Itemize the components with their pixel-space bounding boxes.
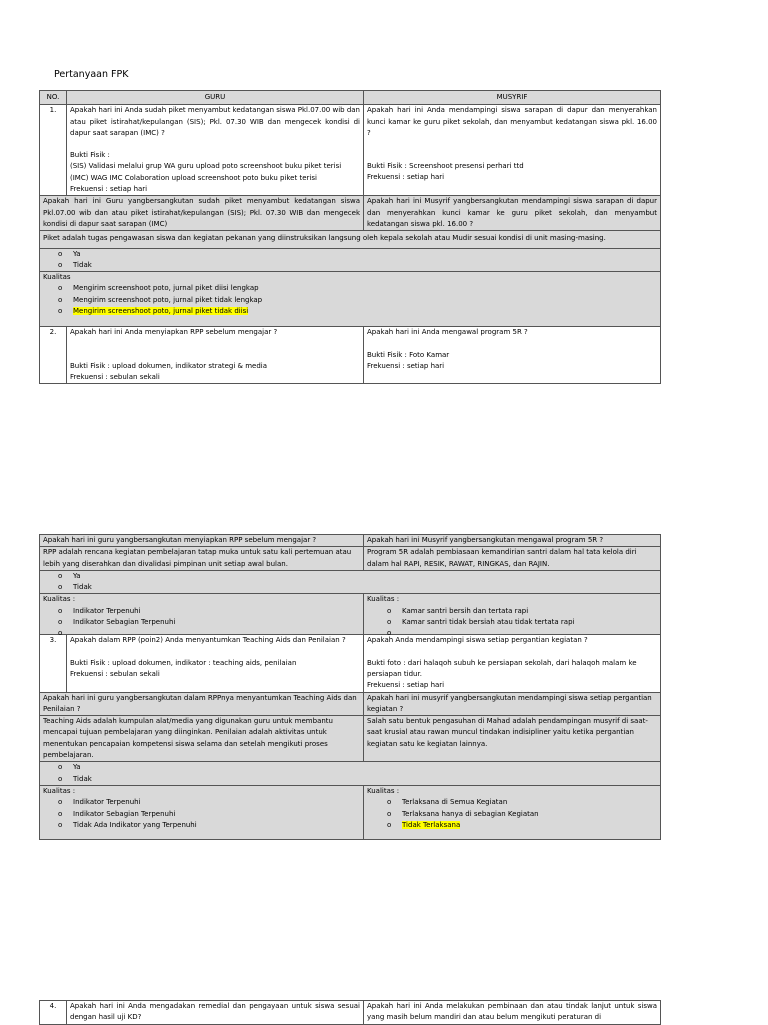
musyrif-quality-options xyxy=(364,594,661,635)
quality-option: o Kamar santri bersih dan tertata rapi xyxy=(367,606,657,617)
guru-question-cell xyxy=(67,327,364,384)
musyrif-question: Apakah hari ini Anda melakukan pembinaan dan atau tindak lanjut untuk siswa yang masih belum mandiri dan atau belum mengikuti peraturan di xyxy=(364,1001,661,1025)
table-row xyxy=(40,535,661,547)
fpk-table-3 xyxy=(39,1000,661,1025)
guru-question: Apakah hari ini Anda sudah piket menyambut kedatangan siswa Pkl.07.00 wib dan atau piket istirahat/kepulangan (SIS); Pkl. 07.30 WIB dan mengecek kondisi di dapur saat sarapan (IMC) ? xyxy=(70,106,360,137)
quality-option-highlighted xyxy=(367,820,657,831)
quality-label: Kualitas xyxy=(43,273,71,282)
row-number: 2. xyxy=(40,327,67,384)
table-row xyxy=(40,594,661,635)
table-header-row xyxy=(40,91,661,105)
row-number: 3. xyxy=(40,635,67,692)
option-tidak: o Tidak xyxy=(43,260,657,271)
table-row xyxy=(40,716,661,762)
table-row xyxy=(40,570,661,594)
fpk-table-2 xyxy=(39,534,661,840)
quality-option: o Indikator Sebagian Terpenuhi xyxy=(43,809,360,820)
frequency: Frekuensi : setiap hari xyxy=(367,361,445,370)
table-row xyxy=(40,196,661,231)
musyrif-question: Apakah hari ini Anda mengawal program 5R ? xyxy=(367,328,528,337)
header-musyrif: MUSYRIF xyxy=(364,91,661,105)
guru-question: Apakah hari ini Anda menyiapkan RPP sebelum mengajar ? xyxy=(70,328,278,337)
guru-question-cell xyxy=(67,635,364,692)
musyrif-question: Apakah Anda mendampingi siswa setiap pergantian kegiatan ? xyxy=(367,636,588,645)
frequency: Frekuensi : setiap hari xyxy=(367,681,445,690)
quality-option: o Kamar santri tidak bersiah atau tidak tertata rapi xyxy=(367,617,657,628)
table-row xyxy=(40,547,661,571)
guru-question-restated: Apakah hari ini Guru yangbersangkutan sudah piket menyambut kedatangan siswa Pkl.07.00 wib dan atau piket istirahat/kepulangan (SIS); Pkl. 07.30 WIB dan mengecek kondisi di dapur saat sarapan (IMC) xyxy=(40,196,364,231)
header-guru: GURU xyxy=(67,91,364,105)
musyrif-question-cell xyxy=(364,105,661,196)
frequency: Frekuensi : sebulan sekali xyxy=(70,669,160,678)
option-tidak: o Tidak xyxy=(43,582,657,593)
musyrif-question: Apakah hari ini Anda mendampingi siswa sarapan di dapur dan menyerahkan kunci kamar ke guru piket sekolah, dan menyambut kedatangan siswa pkl. 16.00 ? xyxy=(367,106,657,137)
quality-option: o Indikator Sebagian Terpenuhi xyxy=(43,617,360,628)
musyrif-question-cell xyxy=(364,635,661,692)
guru-question: Apakah dalam RPP (poin2) Anda menyantumkan Teaching Aids dan Penilaian ? xyxy=(70,636,346,645)
quality-option: o Terlaksana di Semua Kegiatan xyxy=(367,797,657,808)
table-row xyxy=(40,635,661,692)
quality-option: o Terlaksana hanya di sebagian Kegiatan xyxy=(367,809,657,820)
musyrif-question-restated: Apakah hari ini musyrif yangbersangkutan mendampingi siswa setiap pergantian kegiatan ? xyxy=(364,692,661,716)
quality-option-highlighted xyxy=(43,306,657,317)
quality-option: o Indikator Terpenuhi xyxy=(43,797,360,808)
answer-options xyxy=(40,762,661,786)
frequency: Frekuensi : setiap hari xyxy=(367,173,445,182)
table-row xyxy=(40,1001,661,1025)
option-tidak: o Tidak xyxy=(43,774,657,785)
table-row xyxy=(40,105,661,196)
musyrif-question-restated: Apakah hari ini Musyrif yangbersangkutan mendampingi siswa sarapan di dapur dan menyerahkan kunci kamar ke guru piket sekolah, dan menyambut kedatangan siswa pkl. 16.00 ? xyxy=(364,196,661,231)
quality-option: o Indikator Terpenuhi xyxy=(43,606,360,617)
quality-option: o Tidak Ada Indikator yang Terpenuhi xyxy=(43,820,360,831)
guru-quality-options xyxy=(40,594,364,635)
table-row xyxy=(40,692,661,716)
quality-label: Kualitas : xyxy=(367,786,400,795)
musyrif-quality-options xyxy=(364,785,661,839)
option-ya: o Ya xyxy=(43,762,657,773)
definition xyxy=(40,231,661,248)
table-row xyxy=(40,248,661,272)
evidence-label: Bukti Fisik : upload dokumen, indikator strategi & media xyxy=(70,361,268,370)
rpp-definition: RPP adalah rencana kegiatan pembelajaran tatap muka untuk satu kali pertemuan atau lebih yang diserahkan dan divalidasi pimpinan unit setiap awal bulan. xyxy=(40,547,364,571)
evidence-label: Bukti Fisik : Screenshoot presensi perhari ttd xyxy=(367,162,524,171)
answer-options xyxy=(40,570,661,594)
guru-question-restated: Apakah hari ini guru yangbersangkutan menyiapkan RPP sebelum mengajar ? xyxy=(40,535,364,547)
header-no: NO. xyxy=(40,91,67,105)
highlighted-text: Mengirim screenshoot poto, jurnal piket tidak diisi xyxy=(73,307,249,316)
row-number: 4. xyxy=(40,1001,67,1025)
teaching-aids-definition: Teaching Aids adalah kumpulan alat/media yang digunakan guru untuk membantu mencapai tujuan pembelajaran yang diinginkan. Penilaian adalah aktivitas untuk menentukan pencapaian kompetensi siswa selama dan setelah mengikuti proses pembelajaran. xyxy=(40,716,364,762)
table-row xyxy=(40,231,661,248)
table-row xyxy=(40,762,661,786)
fpk-table-1 xyxy=(39,90,661,384)
pergantian-kegiatan-definition: Salah satu bentuk pengasuhan di Mahad adalah pendampingan musyrif di saat-saat krusial atau rawan muncul tindakan indisipliner yaitu ketika pergantian kegiatan satu ke kegiatan lainnya. xyxy=(364,716,661,762)
evidence-label: Bukti Fisik : upload dokumen, indikator : teaching aids, penilaian xyxy=(70,658,297,667)
evidence-label: Bukti foto : dari halaqoh subuh ke persiapan sekolah, dari halaqoh malam ke persiapan tidur. xyxy=(367,658,637,678)
quality-label: Kualitas : xyxy=(43,786,76,795)
musyrif-question-restated: Apakah hari ini Musyrif yangbersangkutan mengawal program 5R ? xyxy=(364,535,661,547)
option-ya: o Ya xyxy=(43,249,657,260)
table-row xyxy=(40,272,661,327)
quality-label: Kualitas : xyxy=(43,595,76,604)
evidence-label: Bukti Fisik : xyxy=(70,151,110,160)
piket-definition: Piket adalah tugas pengawasan siswa dan kegiatan pekanan yang diinstruksikan langsung oleh kepala sekolah atau Mudir sesuai kondisi di unit masing-masing. xyxy=(43,234,606,243)
quality-label: Kualitas : xyxy=(367,595,400,604)
guru-question: Apakah hari ini Anda mengadakan remedial dan pengayaan untuk siswa sesuai dengan hasil uji KD? xyxy=(67,1001,364,1025)
frequency: Frekuensi : sebulan sekali xyxy=(70,372,160,381)
guru-question-cell xyxy=(67,105,364,196)
quality-options xyxy=(40,272,661,327)
quality-option: o Mengirim screenshoot poto, jurnal piket diisi lengkap xyxy=(43,283,657,294)
row-number: 1. xyxy=(40,105,67,196)
5r-definition: Program 5R adalah pembiasaan kemandirian santri dalam hal tata kelola diri dalam hal RAPI, RESIK, RAWAT, RINGKAS, dan RAJIN. xyxy=(364,547,661,571)
frequency: Frekuensi : setiap hari xyxy=(70,185,148,194)
answer-options xyxy=(40,248,661,272)
guru-quality-options xyxy=(40,785,364,839)
page-title: Pertanyaan FPK xyxy=(54,69,129,80)
table-row xyxy=(40,327,661,384)
quality-option: o Mengirim screenshoot poto, jurnal piket tidak lengkap xyxy=(43,295,657,306)
evidence-detail: (SIS) Validasi melalui grup WA guru upload poto screenshoot buku piket terisi (IMC) WAG IMC Colaboration upload screenshoot poto buku piket terisi xyxy=(70,162,342,182)
option-ya: o Ya xyxy=(43,571,657,582)
musyrif-question-cell xyxy=(364,327,661,384)
guru-question-restated: Apakah hari ini guru yangbersangkutan dalam RPPnya menyantumkan Teaching Aids dan Penilaian ? xyxy=(40,692,364,716)
table-row xyxy=(40,785,661,839)
highlighted-text: Tidak Terlaksana xyxy=(402,820,461,829)
evidence-label: Bukti Fisik : Foto Kamar xyxy=(367,350,450,359)
